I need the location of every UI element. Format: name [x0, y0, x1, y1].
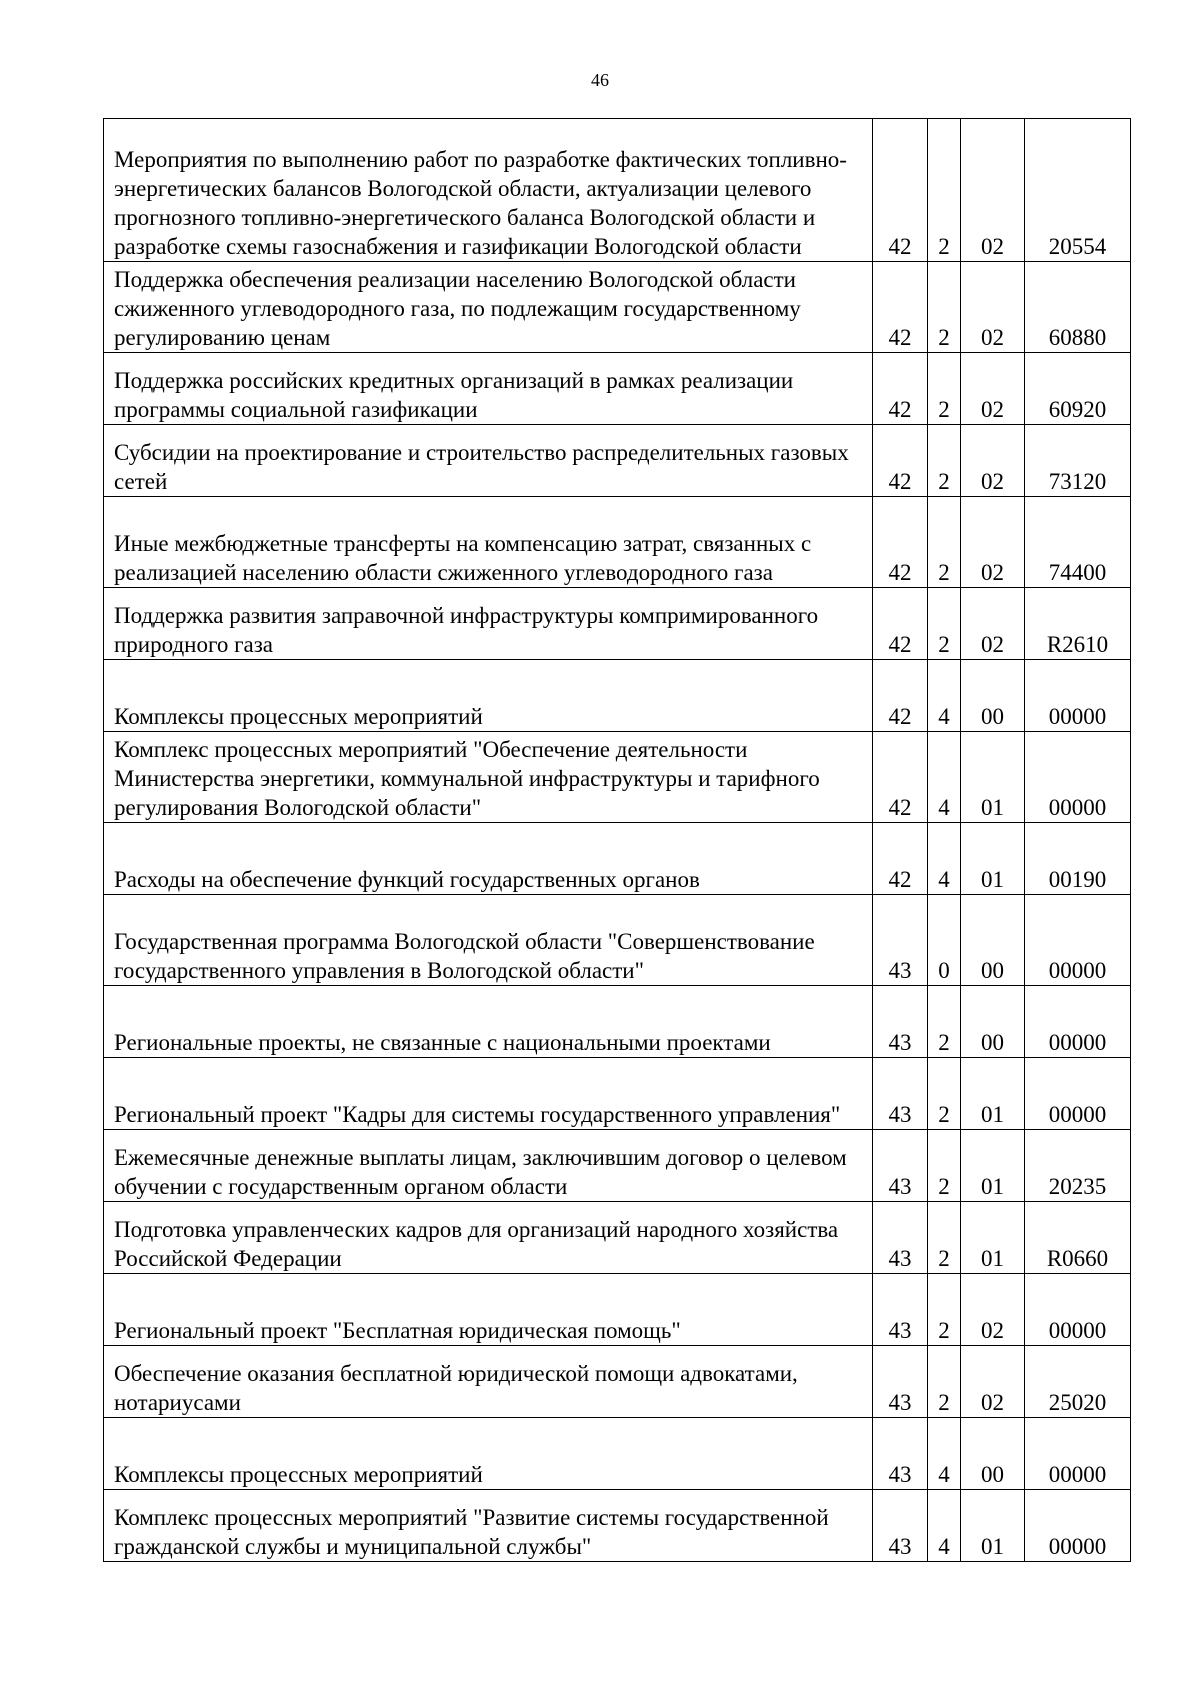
code-structure-cell: 00 [961, 660, 1025, 732]
table-row [104, 262, 1131, 353]
code-type-cell: 2 [928, 1346, 961, 1418]
code-program-cell: 42 [873, 353, 928, 425]
code-direction-cell: R0660 [1025, 1202, 1131, 1274]
code-type-cell: 2 [928, 262, 961, 353]
code-direction-cell: 00000 [1025, 895, 1131, 986]
code-structure-cell: 01 [961, 1130, 1025, 1202]
row-name: Поддержка обеспечения реализации населению Вологодской области сжиженного углеводородного газа, по подлежащим государственному регулированию ценам [114, 267, 801, 350]
row-name: Ежемесячные денежные выплаты лицам, заключившим договор о целевом обучении с государственным органом области [114, 1145, 847, 1199]
code-type-cell: 4 [928, 1490, 961, 1562]
row-name-cell [104, 1418, 873, 1490]
code-structure-cell: 02 [961, 425, 1025, 497]
table-row [104, 1202, 1131, 1274]
row-name: Субсидии на проектирование и строительство распределительных газовых сетей [114, 440, 849, 494]
code-type-cell: 0 [928, 895, 961, 986]
code-type-cell: 2 [928, 1058, 961, 1130]
row-name: Комплексы процессных мероприятий [114, 704, 483, 729]
code-program-cell: 42 [873, 732, 928, 823]
code-type-cell: 2 [928, 986, 961, 1058]
row-name-cell [104, 425, 873, 497]
code-program-cell: 43 [873, 1130, 928, 1202]
code-direction-cell: 25020 [1025, 1346, 1131, 1418]
table-row [104, 895, 1131, 986]
code-structure-cell: 02 [961, 262, 1025, 353]
row-name-cell [104, 660, 873, 732]
code-structure-cell: 01 [961, 1202, 1025, 1274]
row-name-cell [104, 895, 873, 986]
row-name: Комплекс процессных мероприятий "Обеспечение деятельности Министерства энергетики, коммунальной инфраструктуры и тарифного регулирования Вологодской области" [114, 737, 820, 820]
code-type-cell: 2 [928, 1274, 961, 1346]
table-row [104, 119, 1131, 262]
code-direction-cell: 00000 [1025, 1418, 1131, 1490]
code-structure-cell: 01 [961, 823, 1025, 895]
code-program-cell: 43 [873, 1490, 928, 1562]
code-type-cell: 4 [928, 660, 961, 732]
table-row [104, 497, 1131, 588]
code-direction-cell: 73120 [1025, 425, 1131, 497]
row-name-cell [104, 986, 873, 1058]
table-row [104, 1058, 1131, 1130]
row-name: Региональные проекты, не связанные с национальными проектами [114, 1030, 771, 1055]
code-structure-cell: 01 [961, 1058, 1025, 1130]
page-number: 46 [591, 70, 609, 90]
code-type-cell: 2 [928, 588, 961, 660]
table-row [104, 732, 1131, 823]
row-name-cell [104, 1490, 873, 1562]
table-row [104, 823, 1131, 895]
row-name: Обеспечение оказания бесплатной юридической помощи адвокатами, нотариусами [114, 1361, 798, 1415]
table-row [104, 1418, 1131, 1490]
code-program-cell: 43 [873, 1058, 928, 1130]
code-structure-cell: 02 [961, 119, 1025, 262]
code-type-cell: 2 [928, 1202, 961, 1274]
code-direction-cell: 00000 [1025, 1058, 1131, 1130]
row-name-cell [104, 262, 873, 353]
code-program-cell: 43 [873, 986, 928, 1058]
code-direction-cell: R2610 [1025, 588, 1131, 660]
table-body [104, 119, 1131, 1562]
code-direction-cell: 60880 [1025, 262, 1131, 353]
row-name: Комплекс процессных мероприятий "Развитие системы государственной гражданской службы и муниципальной службы" [114, 1505, 829, 1559]
row-name: Поддержка развития заправочной инфраструктуры компримированного природного газа [114, 603, 819, 657]
row-name-cell [104, 732, 873, 823]
code-type-cell: 2 [928, 119, 961, 262]
code-program-cell: 43 [873, 1418, 928, 1490]
row-name: Региональный проект "Бесплатная юридическая помощь" [114, 1318, 681, 1343]
code-program-cell: 42 [873, 119, 928, 262]
row-name: Поддержка российских кредитных организаций в рамках реализации программы социальной газификации [114, 368, 794, 422]
table-row [104, 986, 1131, 1058]
table-row [104, 1274, 1131, 1346]
code-program-cell: 42 [873, 823, 928, 895]
code-direction-cell: 20235 [1025, 1130, 1131, 1202]
code-structure-cell: 02 [961, 497, 1025, 588]
table-row [104, 1130, 1131, 1202]
code-structure-cell: 00 [961, 986, 1025, 1058]
table-row [104, 660, 1131, 732]
code-program-cell: 42 [873, 425, 928, 497]
row-name-cell [104, 1346, 873, 1418]
code-type-cell: 4 [928, 732, 961, 823]
code-structure-cell: 02 [961, 1274, 1025, 1346]
row-name: Комплексы процессных мероприятий [114, 1462, 483, 1487]
code-structure-cell: 02 [961, 353, 1025, 425]
code-structure-cell: 00 [961, 1418, 1025, 1490]
row-name: Иные межбюджетные трансферты на компенсацию затрат, связанных с реализацией населению области сжиженного углеводородного газа [114, 531, 812, 585]
code-direction-cell: 00000 [1025, 1274, 1131, 1346]
table-row [104, 1346, 1131, 1418]
code-direction-cell: 00190 [1025, 823, 1131, 895]
row-name: Государственная программа Вологодской области "Совершенствование государственного управления в Вологодской области" [114, 929, 815, 983]
code-direction-cell: 00000 [1025, 732, 1131, 823]
code-direction-cell: 00000 [1025, 986, 1131, 1058]
code-direction-cell: 00000 [1025, 660, 1131, 732]
code-direction-cell: 00000 [1025, 1490, 1131, 1562]
code-structure-cell: 01 [961, 1490, 1025, 1562]
code-program-cell: 42 [873, 660, 928, 732]
row-name: Мероприятия по выполнению работ по разработке фактических топливно-энергетических балансов Вологодской области, актуализации целевого прогнозного топливно-энергетического баланса Вологодской области и разработке схемы газоснабжения и газификации Вологодской области [114, 147, 847, 259]
code-type-cell: 4 [928, 1418, 961, 1490]
table-row [104, 353, 1131, 425]
row-name-cell [104, 1202, 873, 1274]
table-row [104, 425, 1131, 497]
code-type-cell: 4 [928, 823, 961, 895]
row-name-cell [104, 588, 873, 660]
code-structure-cell: 02 [961, 588, 1025, 660]
row-name-cell [104, 823, 873, 895]
table-row [104, 1490, 1131, 1562]
code-type-cell: 2 [928, 353, 961, 425]
row-name-cell [104, 1274, 873, 1346]
code-direction-cell: 74400 [1025, 497, 1131, 588]
code-program-cell: 43 [873, 895, 928, 986]
code-program-cell: 43 [873, 1274, 928, 1346]
code-program-cell: 42 [873, 262, 928, 353]
row-name-cell [104, 119, 873, 262]
code-type-cell: 2 [928, 425, 961, 497]
code-structure-cell: 01 [961, 732, 1025, 823]
code-program-cell: 43 [873, 1202, 928, 1274]
code-program-cell: 42 [873, 588, 928, 660]
row-name-cell [104, 497, 873, 588]
code-type-cell: 2 [928, 497, 961, 588]
code-structure-cell: 00 [961, 895, 1025, 986]
row-name: Региональный проект "Кадры для системы государственного управления" [114, 1102, 841, 1127]
row-name-cell [104, 1058, 873, 1130]
row-name: Расходы на обеспечение функций государственных органов [114, 867, 700, 892]
table-row [104, 588, 1131, 660]
row-name-cell [104, 353, 873, 425]
code-program-cell: 43 [873, 1346, 928, 1418]
row-name-cell [104, 1130, 873, 1202]
code-program-cell: 42 [873, 497, 928, 588]
code-structure-cell: 02 [961, 1346, 1025, 1418]
row-name: Подготовка управленческих кадров для организаций народного хозяйства Российской Федерации [114, 1217, 839, 1271]
budget-classification-table [103, 118, 1131, 1562]
code-direction-cell: 60920 [1025, 353, 1131, 425]
code-direction-cell: 20554 [1025, 119, 1131, 262]
code-type-cell: 2 [928, 1130, 961, 1202]
